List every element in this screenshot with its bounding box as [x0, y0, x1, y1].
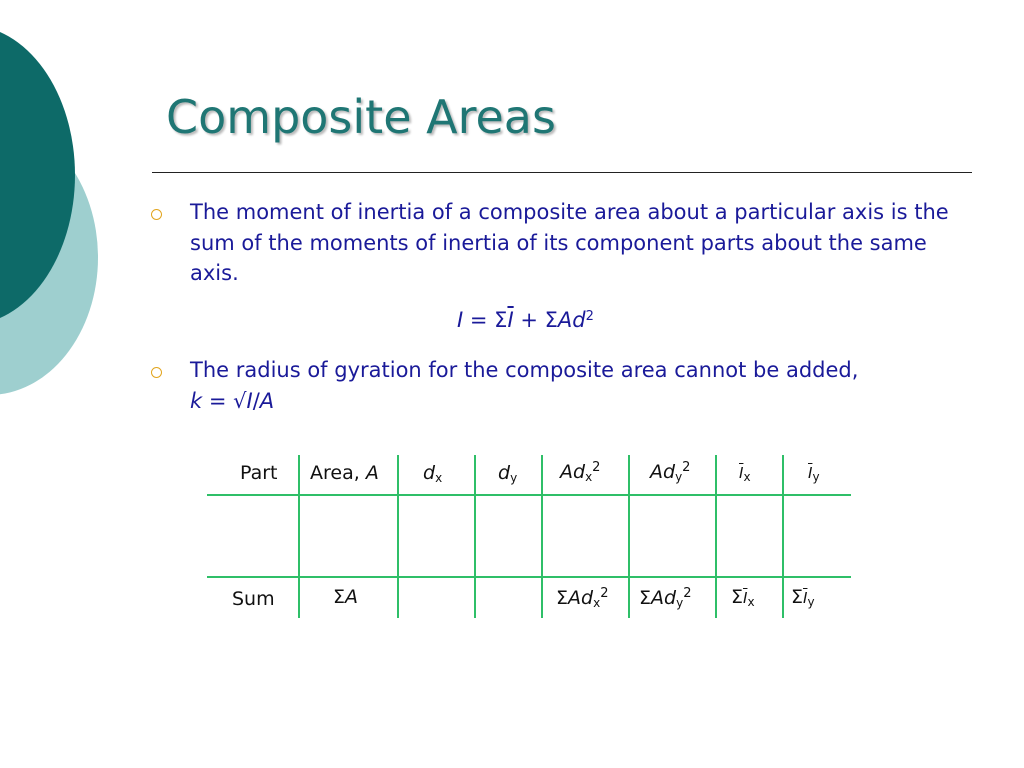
sum-area	[333, 586, 358, 608]
table-column-rule	[715, 455, 717, 618]
inertia-formula	[457, 308, 594, 332]
composite-table	[207, 455, 851, 618]
bullet-2-text: The radius of gyration for the composite area cannot be added,	[190, 358, 859, 382]
formula-k-eq: = √	[208, 388, 247, 413]
sum-sigma: Σ	[791, 586, 804, 608]
header-ix-sub: x	[743, 470, 751, 484]
sum-ady2-sub: y	[676, 596, 684, 610]
header-dx-sub: x	[435, 471, 443, 485]
header-adx2-sub: x	[585, 470, 593, 484]
formula-sigma-2: Σ	[544, 308, 558, 332]
header-iy-sub: y	[812, 470, 820, 484]
table-column-rule	[397, 455, 399, 618]
formula-k-slash: /	[252, 388, 260, 413]
formula-k: k	[190, 388, 203, 413]
table-column-rule	[298, 455, 300, 618]
sum-ix-sub: x	[747, 595, 755, 609]
header-part: Part	[240, 462, 278, 484]
bullet-text-2	[190, 355, 1000, 416]
sum-sigma: Σ	[556, 587, 569, 609]
sum-ady2-var: Ad	[651, 587, 677, 609]
header-dy	[498, 462, 517, 485]
table-sum-rule	[207, 576, 851, 578]
header-area-var: A	[365, 462, 379, 484]
header-ady2-var: Ad	[650, 461, 676, 483]
title-divider	[152, 172, 972, 173]
sum-adx2-sub: x	[593, 596, 601, 610]
header-dy-sub: y	[510, 471, 518, 485]
sum-iy	[791, 586, 815, 609]
sum-iy-sub: y	[807, 595, 815, 609]
table-column-rule	[474, 455, 476, 618]
sum-area-var: A	[345, 586, 359, 608]
formula-lhs: I	[457, 308, 464, 332]
header-ix-var: $\overline{I}$	[739, 464, 744, 482]
formula-ibar: $\overline{I}$	[507, 308, 514, 332]
sum-label: Sum	[232, 588, 275, 610]
bullet-text-1: The moment of inertia of a composite area about a particular axis is the sum of the moments of inertia of its component parts about the same axis.	[190, 200, 949, 285]
sum-ix-var: $\overline{I}$	[743, 589, 748, 607]
header-ix	[739, 464, 751, 484]
formula-k-i: I	[246, 388, 253, 413]
formula-plus: +	[513, 308, 545, 332]
slide-title: Composite Areas	[166, 90, 556, 144]
header-adx2	[560, 460, 600, 484]
sum-adx2-var: Ad	[568, 587, 594, 609]
formula-k-a: A	[259, 388, 275, 413]
formula-exponent: 2	[585, 309, 594, 324]
sum-sigma: Σ	[333, 586, 346, 608]
header-dx-var: d	[423, 462, 436, 484]
header-dx	[423, 462, 442, 485]
formula-equals: =	[469, 308, 495, 332]
header-area	[310, 462, 379, 484]
sum-adx2-exp: 2	[600, 586, 609, 601]
sum-ady2-exp: 2	[683, 586, 692, 601]
table-column-rule	[628, 455, 630, 618]
sum-sigma: Σ	[731, 586, 744, 608]
header-ady2-sub: y	[675, 470, 683, 484]
sum-adx2	[556, 586, 608, 610]
header-ady2-exp: 2	[682, 460, 691, 475]
formula-sigma-1: Σ	[494, 308, 508, 332]
bullet-circle-icon	[151, 367, 162, 378]
sum-iy-var: $\overline{I}$	[803, 589, 808, 607]
table-column-rule	[541, 455, 543, 618]
header-iy-var: $\overline{I}$	[808, 464, 813, 482]
bullet-circle-icon	[151, 209, 162, 220]
header-adx2-exp: 2	[592, 460, 601, 475]
header-adx2-var: Ad	[560, 461, 586, 483]
sum-sigma: Σ	[639, 587, 652, 609]
header-ady2	[650, 460, 690, 484]
sum-ady2	[639, 586, 691, 610]
sum-ix	[731, 586, 755, 609]
header-area-label: Area,	[310, 462, 366, 484]
formula-term: Ad	[557, 308, 586, 332]
table-header-rule	[207, 494, 851, 496]
table-column-rule	[782, 455, 784, 618]
header-dy-var: d	[498, 462, 511, 484]
header-iy	[808, 464, 820, 484]
